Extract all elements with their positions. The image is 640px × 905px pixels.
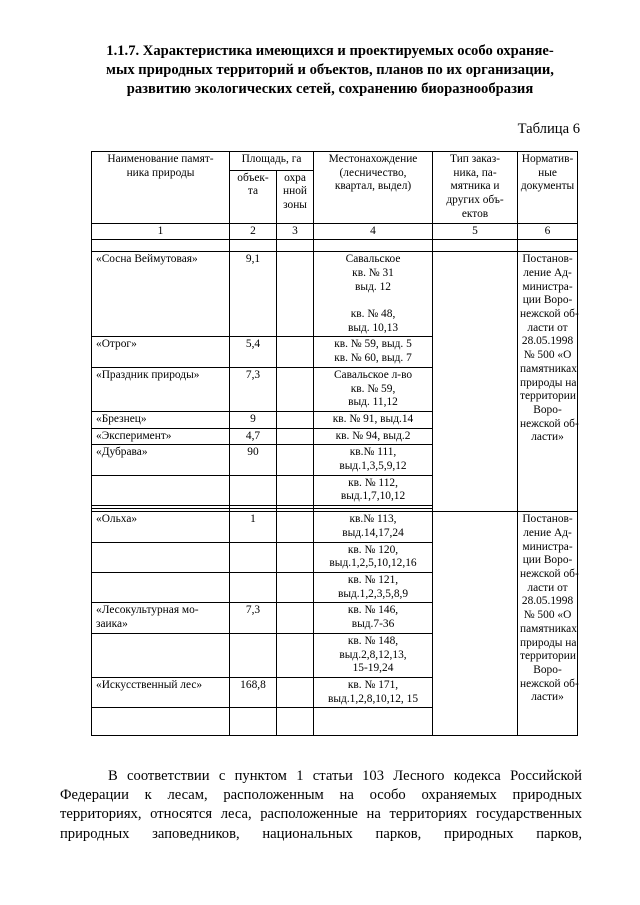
section-heading: [90, 42, 570, 99]
paragraph-line: природных заповедников, национальных парков, природных парков,: [60, 825, 582, 842]
paragraph-line: В соответствии с пунктом 1 статьи 103 Лесного кодекса Российской: [108, 768, 582, 784]
location-cell: Савальское кв. № 31 выд. 12 кв. № 48, выд. 10,13: [314, 252, 433, 337]
header-area: Площадь, га: [230, 152, 314, 171]
table-row: «Лесокультурная мо- заика» 7,3 кв. № 146, выд.7-36: [92, 603, 578, 633]
heading-line: развитию экологических сетей, сохранению биоразнообразия: [126, 81, 534, 97]
location-cell: кв. № 148, выд.2,8,12,13, 15-19,24: [314, 633, 433, 677]
location-cell: кв. № 120, выд.1,2,5,10,12,16: [314, 542, 433, 572]
location-cell: Савальское л-во кв. № 59, выд. 11,12: [314, 367, 433, 411]
header-row: [92, 152, 578, 171]
header-location: Местонахождение (лесничество, квартал, выдел): [314, 152, 433, 224]
regulatory-doc-cell: Постанов- ление Ад- министра- ции Воро- нежской об- ласти от 28.05.1998 № 500 «О памятниках природы на территории Воро- нежской об- ласти»: [518, 512, 578, 736]
table-row: «Эксперимент» 4,7 кв. № 94, выд.2: [92, 428, 578, 445]
table-caption: Таблица 6: [517, 121, 580, 137]
table-row: «Искусственный лес» 168,8 кв. № 171, выд.1,2,8,10,12, 15: [92, 677, 578, 707]
table-row: «Сосна Веймутовая» 9,1 Савальское кв. № 31 выд. 12 кв. № 48, выд. 10,13 Постанов- ление Ад- министра- ции Воро- нежской об- ласти от 28.05.1998 № 500 «О памятниках природы на территории Воро- нежской об- ласти»: [92, 252, 578, 337]
header-area-zone: охра нной зоны: [277, 170, 314, 223]
header-area-object: объек- та: [230, 170, 277, 223]
paragraph-line: территориях, относятся леса, расположенные на территориях государственных: [60, 806, 582, 823]
header-name: Наименование памят- ника природы: [92, 152, 230, 224]
regulatory-doc-cell: Постанов- ление Ад- министра- ции Воро- нежской об- ласти от 28.05.1998 № 500 «О памятниках природы на территории Воро- нежской об- ласти»: [518, 252, 578, 512]
paragraph-line: Федерации к лесам, расположенным на особо охраняемых природных: [60, 787, 582, 804]
table-row: «Дубрава» 90 кв.№ 111, выд.1,3,5,9,12: [92, 445, 578, 475]
nature-monuments-table: [91, 151, 578, 736]
heading-line: 1.1.7. Характеристика имеющихся и проектируемых особо охраняе-: [106, 43, 554, 59]
location-cell: кв. № 171, выд.1,2,8,10,12, 15: [314, 677, 433, 707]
body-paragraph: [60, 767, 582, 844]
table-row: «Брезнец» 9 кв. № 91, выд.14: [92, 411, 578, 428]
location-cell: кв. № 112, выд.1,7,10,12: [314, 475, 433, 505]
location-cell: кв.№ 113, выд.14,17,24: [314, 512, 433, 542]
table-row: «Праздник природы» 7,3 Савальское л-во кв. № 59, выд. 11,12: [92, 367, 578, 411]
column-number-row: 1 2 3 4 5 6: [92, 223, 578, 240]
table-row: «Ольха» 1 кв.№ 113, выд.14,17,24 Постанов- ление Ад- министра- ции Воро- нежской об- ласти от 28.05.1998 № 500 «О памятниках природы на территории Воро- нежской об- ласти»: [92, 512, 578, 542]
name-cell: «Лесокультурная мо- заика»: [92, 603, 230, 633]
spacer-row: [92, 240, 578, 252]
heading-line: мых природных территорий и объектов, планов по их организации,: [106, 62, 554, 78]
location-cell: кв. № 146, выд.7-36: [314, 603, 433, 633]
location-cell: кв. № 94, выд.2: [314, 428, 433, 445]
location-cell: кв. № 59, выд. 5 кв. № 60, выд. 7: [314, 337, 433, 367]
header-type: Тип заказ- ника, па- мятника и других объ- ектов: [433, 152, 518, 224]
table-row: «Отрог» 5,4 кв. № 59, выд. 5 кв. № 60, выд. 7: [92, 337, 578, 367]
location-cell: кв. № 121, выд.1,2,3,5,8,9: [314, 572, 433, 602]
location-cell: кв.№ 111, выд.1,3,5,9,12: [314, 445, 433, 475]
location-cell: кв. № 91, выд.14: [314, 411, 433, 428]
header-docs: Норматив- ные документы: [518, 152, 578, 224]
